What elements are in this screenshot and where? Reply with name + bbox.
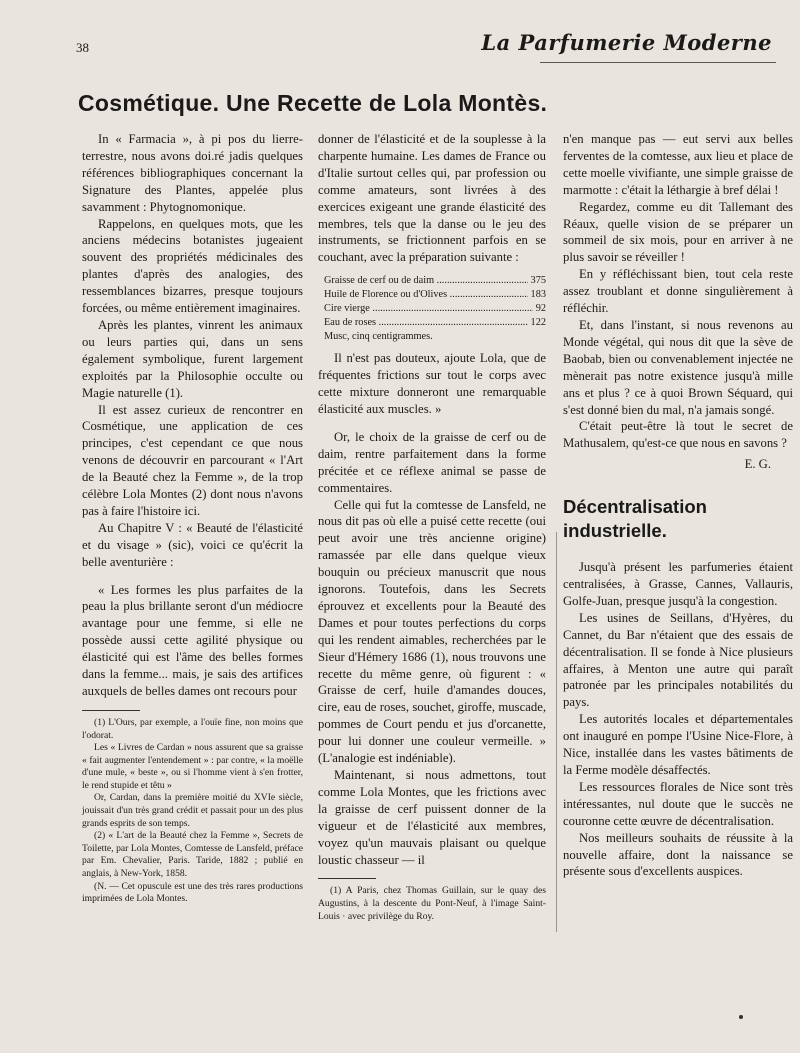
footnote-rule: [318, 878, 376, 879]
paragraph: Rappelons, en quelques mots, que les anciens médecins botanistes jugeaient souvent des propriétés médicinales des plantes d'après des analogies, des ressemblances bizarres, presque toujours forcées, ou même entièrement imaginaires.: [82, 216, 303, 316]
paragraph: Celle qui fut la comtesse de Lansfeld, ne nous dit pas où elle a puisé cette recette (oui peut avoir une très ancienne origine) ramassée par elle dans quelque vieux bouquin ou précieux manuscrit que nous ignorons. Toutefois, dans les Secrets éprouvez et excellents pour la Beauté des Dames et pour toutes perfections du corps qui les rendent aimables, recherchées par le Sieur d'Hémery 1686 (1), nous trouvons une recette du même genre, où figurent : « Graisse de cerf, huile d'amandes douces, cire, eau de roses, souchet, giroffe, muscade, pommes de Court pendu et jus d'orcanette, pour lui donner une couleur vermeille. » (L'analogie est indéniable).: [318, 497, 546, 766]
column-2: [318, 131, 546, 923]
paragraph: Après les plantes, vinrent les animaux ou leurs parties qui, dans un sens également symbolique, furent largement exploités par la Philosophie occulte ou Magie naturelle (1).: [82, 317, 303, 400]
footnote: (1) L'Ours, par exemple, a l'ouïe fine, non moins que l'odorat.: [82, 716, 303, 741]
paragraph: Regardez, comme eu dit Tallemant des Réaux, quelle vision de se préparer un sommeil de six mois, pour en arriver à ne plus savoir se réveiller !: [563, 199, 793, 265]
paragraph: Les ressources florales de Nice sont très intéressantes, nul doute que le succès ne couronne cette œuvre de décentralisation.: [563, 779, 793, 828]
paragraph: En y réfléchissant bien, tout cela reste assez troublant et donne singulièrement à réfléchir.: [563, 267, 793, 316]
quote-paragraph: « Les formes les plus parfaites de la peau la plus brillante seront d'un médiocre avantage pour une femme, si elle ne possède aussi cette agilité physique ou élasticité qui est l'âme des belles formes dans la femme... mais, je sais des artifices auxquels de belles dames ont recours pour: [82, 582, 303, 698]
paragraph: C'était peut-être là tout le secret de Mathusalem, qu'est-ce que nous en savons ?: [563, 419, 793, 451]
column-divider: [556, 532, 557, 932]
footnotes: [82, 717, 303, 906]
paragraph: In « Farmacia », à pi pos du lierre-terrestre, nous avons doi.ré jadis quelques références bibliographiques concernant la Signature des Plantes, appelée plus savamment : Phytognomonique.: [82, 132, 303, 214]
recipe-list: [324, 274, 546, 344]
paragraph: Au Chapitre V : « Beauté de l'élasticité et du visage » (sic), voici ce qu'écrit la belle aventurière :: [82, 520, 303, 569]
author-signature: E. G.: [744, 457, 771, 472]
page-number: 38: [76, 40, 89, 55]
recipe-item: Graisse de cerf ou de daim ..... 375: [324, 274, 546, 288]
paragraph: Or, le choix de la graisse de cerf ou de daim, rentre parfaitement dans la forme précitée et ce réflexe animal se passe de commentaires.: [318, 429, 546, 495]
article-title: Cosmétique. Une Recette de Lola Montès.: [78, 90, 548, 116]
paragraph: Les usines de Seillans, d'Hyères, du Cannet, du Bar n'étaient que des essais de décentralisation. Il se fonde à Nice plusieurs affaires, à Menton une autre qui paraît patronée par les principales notabilités du pays.: [563, 610, 793, 710]
footnote-rule: [82, 710, 140, 711]
paragraph: Jusqu'à présent les parfumeries étaient centralisées, à Grasse, Cannes, Vallauris, Golfe-Juan, presque jusqu'à la congestion.: [563, 560, 793, 608]
footnote: (2) « L'art de la Beauté chez la Femme », Secrets de Toilette, par Lola Montes, Comtesse de Lansfeld, préface par Em. Chevalier, Paris. Taride, 1882 ; publié en anglais, à New-York, 1858.: [82, 830, 303, 880]
recipe-note: Musc, cinq centigrammes.: [324, 331, 433, 343]
footnote: Les « Livres de Cardan » nous assurent que sa graisse « fait augmenter l'entendement » : par contre, « la moëlle d'une mule, « beste », ou si l'homme vient à s'en frotter, le rend stupide et têtu »: [82, 742, 303, 791]
recipe-item: Eau de roses ..... 122: [324, 316, 546, 330]
footnote: Or, Cardan, dans la première moitié du XVIe siècle, jouissait d'un très grand crédit et passait pour un des plus grands esprits de son temps.: [82, 792, 303, 829]
paragraph: Et, dans l'instant, si nous revenons au Monde végétal, qui nous dit que la sève de Baobab, bien ou convenablement injectée ne mènerait pas notre existence jusqu'à mille ans et plus ? ce à quoi Brown Séquard, qui s'est donné bien du mal, n'a jamais songé.: [563, 317, 793, 417]
recipe-item: Huile de Florence ou d'Olives ..... 183: [324, 288, 546, 302]
column-1: [82, 131, 303, 906]
paragraph: Maintenant, si nous admettons, tout comme Lola Montes, que les frictions avec la graisse de cerf puissent donner de la vigueur et de l'élasticité aux membres, voyez qu'un mauvais plaisant ou quelque loustic chasseur — il: [318, 768, 546, 867]
column-3: [563, 131, 793, 880]
footnote: (1) A Paris, chez Thomas Guillain, sur le quay des Augustins, à la descente du Pont-Neuf, à l'image Saint-Louis · avec privilège du Roy.: [318, 885, 546, 922]
paragraph: donner de l'élasticité et de la souplesse à la charpente humaine. Les dames de France ou d'Italie surtout celles qui, par profession ou comme amateurs, sont livrées à des exercices exigeant une grande élasticité des membres, tels que la danse ou le jeu des instruments, se frictionnent parfois en se couchant, avec la préparation suivante :: [318, 132, 546, 265]
paragraph: Les autorités locales et départementales ont inauguré en pompe l'Usine Nice-Flore, à Nice, installée dans les vastes bâtiments de la Ferme modèle désaffectés.: [563, 712, 793, 777]
footnote: (N. — Cet opuscule est une des très rares productions imprimées de Lola Montes.: [82, 880, 303, 905]
section-heading: Décentralisation industrielle.: [563, 496, 707, 542]
paragraph: Il n'est pas douteux, ajoute Lola, que de fréquentes frictions sur tout le corps avec cette mixture donneront une remarquable élasticité aux muscles. »: [318, 351, 546, 416]
recipe-item: Cire vierge ..... 92: [324, 302, 546, 316]
paragraph: Il est assez curieux de rencontrer en Cosmétique, une application de ces principes, c'est cependant ce que nous venons de découvrir en parcourant « l'Art de la Beauté chez la Femme », de la trop célèbre Lola Montes (2) dont nous n'avons pas à faire l'histoire ici.: [82, 402, 303, 518]
paragraph: n'en manque pas — eut servi aux belles ferventes de la comtesse, aux lieu et place de cette moelle vivifiante, une simple graisse de marmotte : c'était la léthargie à bref délai !: [563, 132, 793, 197]
header-rule: [540, 62, 776, 63]
ink-speck: [739, 1015, 743, 1019]
masthead-logo: La Parfumerie Moderne: [481, 30, 772, 55]
paragraph: Nos meilleurs souhaits de réussite à la nouvelle affaire, dont la naissance se présente sous d'excellents auspices.: [563, 830, 793, 879]
